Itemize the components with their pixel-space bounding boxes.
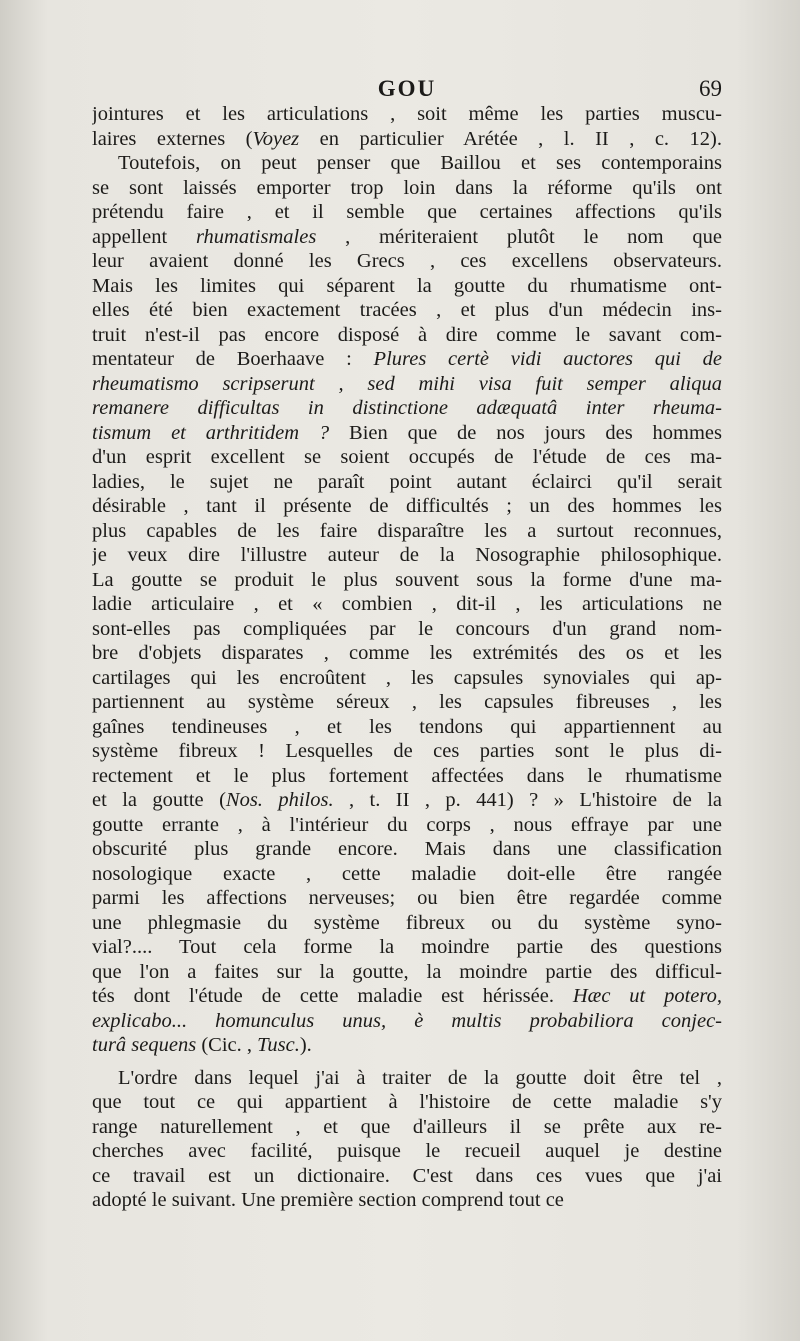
text-span: parmi les affections nerveuses; ou bien être regardée comme xyxy=(92,887,722,909)
text-line xyxy=(92,788,722,813)
text-line xyxy=(92,1090,722,1115)
text-span: appellent xyxy=(92,225,196,248)
text-line xyxy=(92,1066,722,1091)
text-span: et la goutte ( xyxy=(92,789,226,811)
text-span: mentateur de Boerhaave : xyxy=(92,348,374,370)
italic-text: tismum et arthritidem ? xyxy=(92,421,330,444)
text-span: désirable , tant il présente de difficultés ; un des hommes les xyxy=(92,495,722,517)
text-span: que tout ce qui appartient à l'histoire de cette maladie s'y xyxy=(92,1091,722,1113)
text-span: laires externes ( xyxy=(92,127,253,150)
italic-text: remanere difficultas in distinctione adæquatâ inter rheuma- xyxy=(92,397,722,419)
text-line xyxy=(92,813,722,838)
text-span: se sont laissés emporter trop loin dans la réforme qu'ils ont xyxy=(92,176,722,199)
italic-text: explicabo... homunculus unus, è multis probabiliora conjec- xyxy=(92,1009,722,1032)
text-line xyxy=(92,617,722,642)
text-span: range naturellement , et que d'ailleurs il se prête aux re- xyxy=(92,1115,722,1138)
text-span: système fibreux ! Lesquelles de ces parties sont le plus di- xyxy=(92,740,722,762)
text-line xyxy=(92,347,722,372)
text-line xyxy=(92,494,722,519)
text-span: leur avaient donné les Grecs , ces excellens observateurs. xyxy=(92,250,722,272)
italic-text: rheumatismo scripserunt , sed mihi visa fuit semper aliqua xyxy=(92,372,722,395)
text-span: une phlegmasie du système fibreux ou du système syno- xyxy=(92,911,722,934)
running-title: GOU xyxy=(377,76,437,101)
text-line xyxy=(92,274,722,299)
text-line xyxy=(92,396,722,421)
text-line xyxy=(92,935,722,960)
text-line xyxy=(92,470,722,495)
text-line xyxy=(92,102,722,127)
text-span: Toutefois, on peut penser que Baillou et ses contemporains xyxy=(118,152,722,174)
italic-text: Plures certè vidi auctores qui de xyxy=(373,348,722,370)
text-span: bre d'objets disparates , comme les extrémités des os et les xyxy=(92,642,722,664)
text-line xyxy=(92,176,722,201)
text-span: truit n'est-il pas encore disposé à dire comme le savant com- xyxy=(92,323,722,346)
italic-text: turâ sequens xyxy=(92,1034,197,1056)
text-span: gaînes tendineuses , et les tendons qui appartiennent au xyxy=(92,715,722,738)
text-line xyxy=(92,1033,722,1058)
text-span: obscurité plus grande encore. Mais dans une classification xyxy=(92,838,722,860)
text-line xyxy=(92,323,722,348)
text-line xyxy=(92,200,722,225)
text-span: nosologique exacte , cette maladie doit-elle être rangée xyxy=(92,862,722,885)
text-line xyxy=(92,739,722,764)
text-line xyxy=(92,298,722,323)
text-line xyxy=(92,862,722,887)
text-line xyxy=(92,715,722,740)
text-span: rectement et le plus fortement affectées dans le rhumatisme xyxy=(92,764,722,787)
italic-text: Nos. philos. xyxy=(225,789,334,811)
text-line xyxy=(92,592,722,617)
text-line xyxy=(92,764,722,789)
text-line xyxy=(92,519,722,544)
page-number: 69 xyxy=(699,76,722,101)
text-span: jointures et les articulations , soit même les parties muscu- xyxy=(92,103,722,125)
text-line xyxy=(92,984,722,1009)
text-span: ce travail est un dictionaire. C'est dans ces vues que j'ai xyxy=(92,1164,722,1187)
text-line xyxy=(92,151,722,176)
text-span: Mais les limites qui séparent la goutte du rhumatisme ont- xyxy=(92,274,722,297)
text-line xyxy=(92,690,722,715)
text-span: plus capables de les faire disparaître les a surtout reconnues, xyxy=(92,519,722,542)
text-line xyxy=(92,666,722,691)
text-span: tés dont l'étude de cette maladie est hérissée. xyxy=(92,985,573,1007)
text-line xyxy=(92,837,722,862)
text-span: sont-elles pas compliquées par le concours d'un grand nom- xyxy=(92,617,722,640)
text-line xyxy=(92,568,722,593)
text-span: elles été bien exactement tracées , et plus d'un médecin ins- xyxy=(92,299,722,321)
text-line xyxy=(92,641,722,666)
text-line xyxy=(92,1139,722,1164)
italic-text: Hæc ut potero, xyxy=(572,985,722,1007)
text-span: ). xyxy=(299,1034,312,1056)
text-span: d'un esprit excellent se soient occupés de l'étude de ces ma- xyxy=(92,446,722,468)
text-line xyxy=(92,1009,722,1034)
text-line xyxy=(92,1115,722,1140)
italic-text: Voyez xyxy=(252,127,300,150)
italic-text: Tusc. xyxy=(257,1034,300,1056)
text-span: vial?.... Tout cela forme la moindre partie des questions xyxy=(92,936,722,958)
text-line xyxy=(92,372,722,397)
italic-text: rhumatismales xyxy=(195,225,317,248)
text-line xyxy=(92,960,722,985)
text-span: cherches avec facilité, puisque le recueil auquel je destine xyxy=(92,1140,722,1162)
text-line xyxy=(92,1188,722,1213)
text-line xyxy=(92,543,722,568)
text-span: prétendu faire , et il semble que certaines affections qu'ils xyxy=(92,201,722,223)
text-line xyxy=(92,445,722,470)
text-line xyxy=(92,886,722,911)
body-text xyxy=(92,102,722,1213)
text-line xyxy=(92,421,722,446)
text-span: goutte errante , à l'intérieur du corps , nous effraye par une xyxy=(92,813,722,836)
text-span: , mériteraient plutôt le nom que xyxy=(316,225,722,248)
text-span: ladies, le sujet ne paraît point autant éclairci qu'il serait xyxy=(92,470,722,493)
text-span: Bien que de nos jours des hommes xyxy=(329,421,722,444)
text-span: en particulier Arétée , l. II , c. 12). xyxy=(299,127,722,150)
text-span: partiennent au système séreux , les capsules fibreuses , les xyxy=(92,691,722,713)
text-line xyxy=(92,1164,722,1189)
text-span: La goutte se produit le plus souvent sous la forme d'une ma- xyxy=(92,568,722,591)
text-line xyxy=(92,249,722,274)
text-span: L'ordre dans lequel j'ai à traiter de la goutte doit être tel , xyxy=(118,1066,722,1089)
text-span: , t. II , p. 441) ? » L'histoire de la xyxy=(333,789,722,811)
text-line xyxy=(92,225,722,250)
text-span: cartilages qui les encroûtent , les capsules synoviales qui ap- xyxy=(92,666,722,689)
text-span: adopté le suivant. Une première section comprend tout ce xyxy=(92,1189,564,1211)
text-line xyxy=(92,911,722,936)
text-span: (Cic. , xyxy=(196,1034,258,1056)
text-span: je veux dire l'illustre auteur de la Nosographie philosophique. xyxy=(92,544,722,566)
text-span: que l'on a faites sur la goutte, la moindre partie des difficul- xyxy=(92,960,722,983)
text-span: ladie articulaire , et « combien , dit-il , les articulations ne xyxy=(92,593,722,615)
text-line xyxy=(92,127,722,152)
